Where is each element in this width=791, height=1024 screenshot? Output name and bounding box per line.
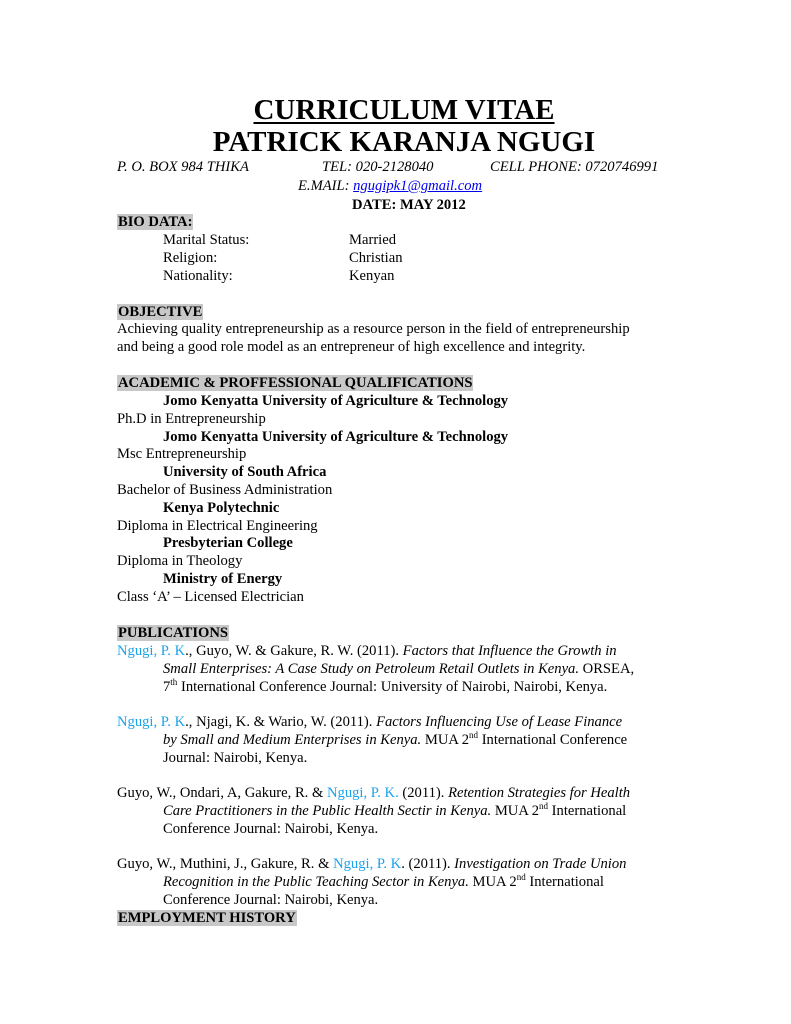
publication-line bbox=[163, 660, 634, 678]
qualification-award: Ph.D in Entrepreneurship bbox=[117, 410, 266, 427]
publication-line bbox=[117, 855, 626, 873]
publication-line bbox=[117, 784, 630, 802]
publication-line bbox=[117, 642, 617, 660]
qualification-institution: Presbyterian College bbox=[163, 535, 293, 552]
bio-label: Religion: bbox=[163, 250, 218, 266]
objective-heading bbox=[117, 303, 203, 321]
cv-date: DATE: MAY 2012 bbox=[352, 197, 466, 213]
qualifications-heading bbox=[117, 374, 473, 392]
email-label: E.MAIL: bbox=[298, 178, 354, 194]
qualification-institution: Kenya Polytechnic bbox=[163, 499, 280, 516]
publication-text: ORSEA, bbox=[579, 660, 635, 677]
publication-text: th bbox=[170, 676, 178, 687]
objective-heading-text: OBJECTIVE bbox=[118, 304, 203, 320]
email-line bbox=[298, 177, 482, 195]
bio-label: Nationality: bbox=[163, 268, 233, 284]
publication-line bbox=[163, 678, 607, 696]
employment-heading-text: EMPLOYMENT HISTORY bbox=[118, 910, 296, 926]
bio-heading-text: BIO DATA: bbox=[118, 214, 193, 230]
publication-text: Conference Journal: Nairobi, Kenya. bbox=[163, 820, 379, 837]
qualifications-heading-text: ACADEMIC & PROFFESSIONAL QUALIFICATIONS bbox=[118, 375, 473, 391]
publication-line bbox=[117, 713, 622, 731]
qualification-institution: Jomo Kenyatta University of Agriculture & Technology bbox=[163, 393, 509, 409]
publication-line bbox=[163, 749, 307, 767]
publication-text: nd bbox=[539, 800, 549, 811]
document-title bbox=[0, 94, 791, 126]
publication-line bbox=[163, 873, 604, 891]
author-highlight: Ngugi, P. K bbox=[117, 714, 186, 730]
publication-line bbox=[163, 820, 378, 838]
publication-text: Conference Journal: Nairobi, Kenya. bbox=[163, 891, 379, 908]
publication-line bbox=[163, 731, 627, 749]
publication-text: International Conference bbox=[478, 731, 628, 748]
publication-text: nd bbox=[469, 729, 479, 740]
publication-text: Small Enterprises: A Case Study on Petroleum Retail Outlets in Kenya. bbox=[163, 660, 580, 677]
telephone: TEL: 020-2128040 bbox=[322, 159, 434, 175]
publication-text: International bbox=[548, 802, 627, 819]
publication-text: Care Practitioners in the Public Health Sectir in Kenya. bbox=[163, 802, 492, 819]
qualification-award: Bachelor of Business Administration bbox=[117, 482, 333, 498]
author-highlight: Ngugi, P. K bbox=[117, 643, 186, 659]
publication-text: Factors that Influence the Growth in bbox=[402, 643, 617, 659]
qualification-institution: University of South Africa bbox=[163, 464, 327, 481]
publication-text: Guyo, W., Muthini, J., Gakure, R. & bbox=[117, 856, 334, 872]
bio-value: Christian bbox=[349, 250, 403, 266]
bio-value: Kenyan bbox=[349, 268, 395, 284]
publication-line bbox=[163, 802, 626, 820]
employment-heading bbox=[117, 909, 297, 927]
bio-label: Marital Status: bbox=[163, 232, 250, 248]
publication-text: International Conference Journal: University of Nairobi, Nairobi, Kenya. bbox=[177, 678, 608, 695]
qualification-institution: Jomo Kenyatta University of Agriculture & Technology bbox=[163, 428, 509, 445]
publication-text: MUA 2 bbox=[491, 802, 540, 819]
author-highlight: Ngugi, P. K bbox=[333, 856, 402, 872]
postal-address: P. O. BOX 984 THIKA bbox=[117, 159, 249, 175]
publications-heading-text: PUBLICATIONS bbox=[118, 625, 229, 641]
objective-text: Achieving quality entrepreneurship as a resource person in the field of entrepreneurship bbox=[117, 321, 630, 337]
objective-text: and being a good role model as an entrepreneur of high excellence and integrity. bbox=[117, 339, 586, 355]
bio-heading bbox=[117, 213, 193, 231]
publication-text: Retention Strategies for Health bbox=[448, 785, 631, 801]
publication-text: Journal: Nairobi, Kenya. bbox=[163, 749, 308, 766]
qualification-award: Class ‘A’ – Licensed Electrician bbox=[117, 588, 304, 605]
publication-line bbox=[163, 891, 378, 909]
publication-text: Recognition in the Public Teaching Sector in Kenya. bbox=[163, 873, 469, 890]
qualification-award: Msc Entrepreneurship bbox=[117, 446, 247, 463]
publication-text: nd bbox=[516, 871, 526, 882]
publication-text: MUA 2 bbox=[468, 873, 517, 890]
qualification-award: Diploma in Theology bbox=[117, 553, 243, 570]
bio-value: Married bbox=[349, 232, 397, 248]
cell-phone: CELL PHONE: 0720746991 bbox=[490, 159, 659, 175]
qualification-award: Diploma in Electrical Engineering bbox=[117, 517, 318, 534]
publication-text: 7 bbox=[163, 678, 171, 695]
candidate-name: PATRICK KARANJA NGUGI bbox=[212, 126, 596, 158]
publication-text: Guyo, W., Ondari, A, Gakure, R. & bbox=[117, 785, 327, 801]
publication-text: (2011). bbox=[398, 785, 449, 801]
publication-text: . (2011). bbox=[401, 856, 455, 872]
publication-text: International bbox=[525, 873, 604, 890]
publications-heading bbox=[117, 624, 229, 642]
publication-text: ., Njagi, K. & Wario, W. (2011). bbox=[185, 714, 377, 730]
qualification-institution: Ministry of Energy bbox=[163, 571, 283, 587]
publication-text: by Small and Medium Enterprises in Kenya. bbox=[163, 731, 422, 748]
publication-text: MUA 2 bbox=[421, 731, 470, 748]
document-title-text: CURRICULUM VITAE bbox=[253, 94, 555, 126]
publication-text: ., Guyo, W. & Gakure, R. W. (2011). bbox=[185, 643, 403, 659]
email-link[interactable]: ngugipk1@gmail.com bbox=[353, 178, 483, 194]
publication-text: Investigation on Trade Union bbox=[454, 856, 627, 872]
publication-text: Factors Influencing Use of Lease Finance bbox=[376, 714, 623, 730]
author-highlight: Ngugi, P. K. bbox=[326, 785, 399, 801]
